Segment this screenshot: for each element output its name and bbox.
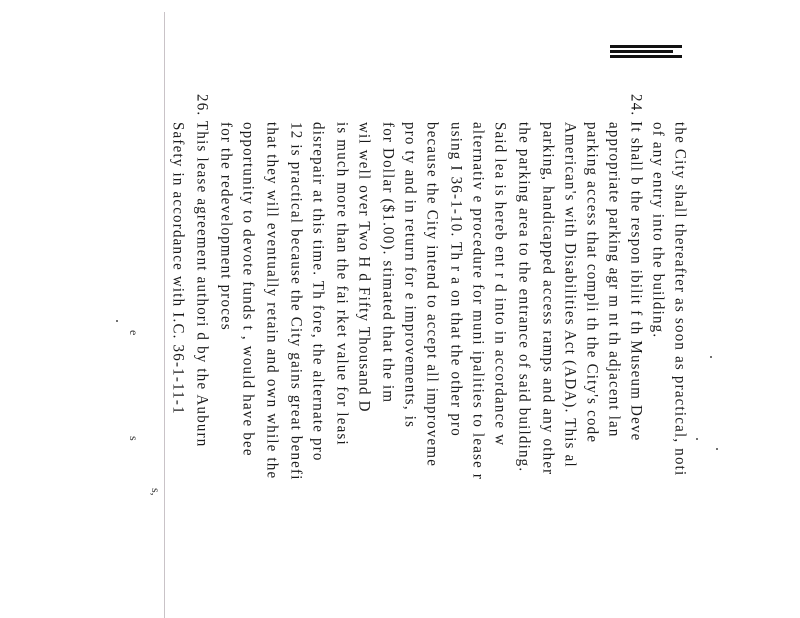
document-line: is much more than the fai rket value for leasi xyxy=(333,122,351,446)
header-stamp-mark xyxy=(610,44,682,58)
document-line: using I 36-1-10. Th r a on that the other pro xyxy=(447,122,465,437)
scan-speck xyxy=(710,356,712,358)
stray-mark: s, xyxy=(149,488,163,496)
stray-mark: e xyxy=(127,330,141,336)
stray-mark: s xyxy=(127,436,141,441)
document-line: 12 is practical because the City gains great benefi xyxy=(287,122,305,481)
document-line: the City shall thereafter as soon as practical, noti xyxy=(671,122,689,477)
document-line: of any entry into the building. xyxy=(649,122,667,339)
document-line: 24. It shall b the respon ibilit f th Museum Deve xyxy=(627,94,645,442)
document-line: parking access that compli th the City's code xyxy=(583,122,601,444)
document-line: the parking area to the entrance of said building. xyxy=(515,122,533,473)
left-margin-rule xyxy=(164,12,165,618)
scan-speck xyxy=(716,448,718,450)
document-line: 26. This lease agreement authori d by the Auburn xyxy=(193,94,211,448)
document-line: appropriate parking agr m nt th adjacent lan xyxy=(605,122,623,438)
document-line: Safety in accordance with I.C. 36-1-11-1 xyxy=(169,122,187,415)
document-line: Said lea is hereb ent r d into in accordance w xyxy=(491,122,509,447)
document-line: that they will eventually retain and own while the xyxy=(263,122,281,480)
document-line: for the redevelopment proces xyxy=(217,122,235,331)
document-line: parking, handicapped access ramps and any other xyxy=(539,122,557,476)
document-line: for Dollar ($1.00). stimated that the im xyxy=(379,122,397,404)
document-line: wil well over Two H d Fifty Thousand D xyxy=(355,122,373,413)
document-line: alternativ e procedure for muni ipalities to lease r xyxy=(469,122,487,481)
document-line: disrepair at this time. Th fore, the alternate pro xyxy=(309,122,327,462)
document-line: opportunity to devote funds t , would have bee xyxy=(239,122,257,457)
document-line: pro ty and in return for e improvements, is xyxy=(401,122,419,429)
scan-speck xyxy=(116,320,118,322)
document-line: American's with Disabilities Act (ADA). This al xyxy=(561,122,579,468)
document-line: because the City intend to accept all improveme xyxy=(423,122,441,468)
scan-speck xyxy=(696,438,698,440)
